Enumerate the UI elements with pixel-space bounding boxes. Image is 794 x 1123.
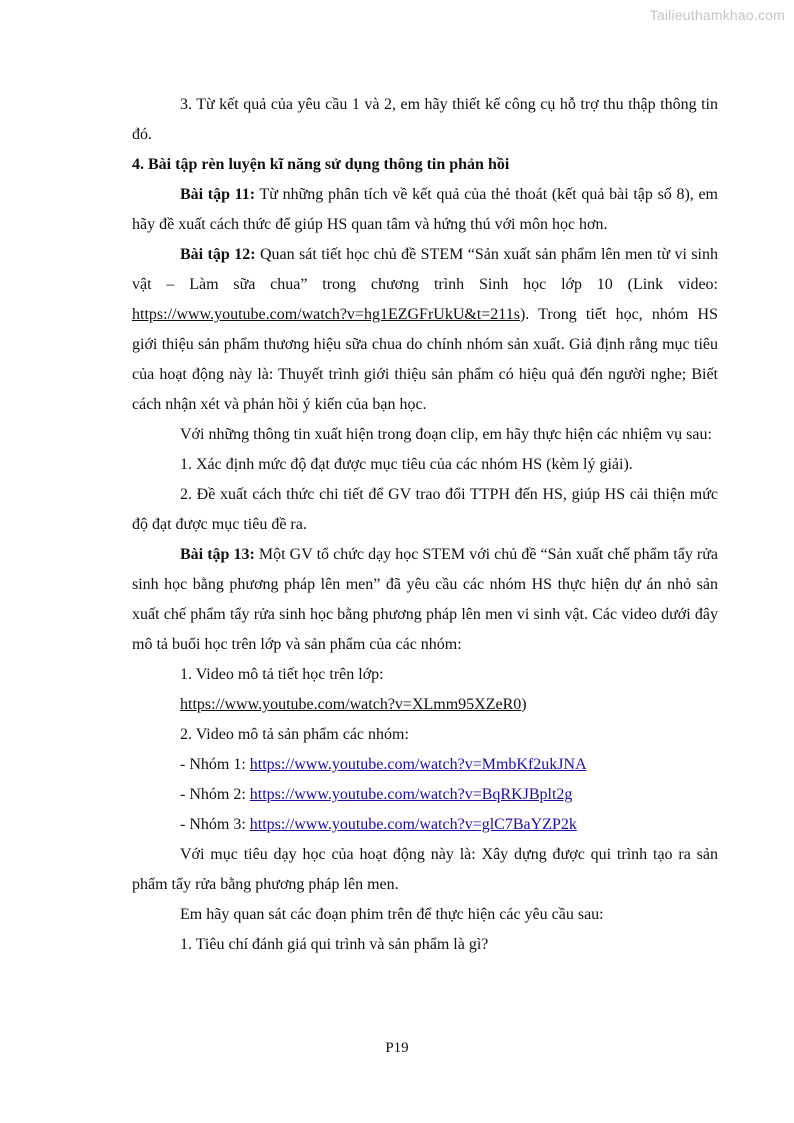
video-1-close: ): [521, 696, 527, 713]
exercise-12-text-b: ). Trong tiết học, nhóm HS giới thiệu sản phẩm thương hiệu sữa chua do chính nhóm sản xuất. Giả định rằng mục tiêu của hoạt động này là: Thuyết trình giới thiệu sản phẩm có hiệu quả đến người nghe; Biết cách nhận xét và phản hồi ý kiến của bạn học.: [132, 306, 718, 413]
group-3-label: - Nhóm 3:: [180, 816, 250, 833]
group-2-line: [132, 780, 718, 810]
video-1-line: [132, 690, 718, 720]
section-heading-4: 4. Bài tập rèn luyện kĩ năng sử dụng thông tin phản hồi: [132, 156, 510, 173]
document-body: [132, 90, 718, 960]
group-1-line: [132, 750, 718, 780]
exercise-12-intro: Với những thông tin xuất hiện trong đoạn clip, em hãy thực hiện các nhiệm vụ sau:: [180, 426, 712, 443]
group-3-line: [132, 810, 718, 840]
paragraph-requirement-3: 3. Từ kết quả của yêu cầu 1 và 2, em hãy thiết kế công cụ hỗ trợ thu thập thông tin đó.: [132, 96, 718, 143]
video-2-label: 2. Video mô tả sản phẩm các nhóm:: [180, 726, 409, 743]
exercise-12-label: Bài tập 12:: [180, 246, 256, 263]
exercise-12-video-link[interactable]: https://www.youtube.com/watch?v=hg1EZGFrUkU&t=211s: [132, 306, 520, 323]
exercise-13-request: Em hãy quan sát các đoạn phim trên để thực hiện các yêu cầu sau:: [180, 906, 604, 923]
exercise-13-label: Bài tập 13:: [180, 546, 255, 563]
page-number: P19: [385, 1040, 409, 1056]
exercise-12-task-1: 1. Xác định mức độ đạt được mục tiêu của các nhóm HS (kèm lý giải).: [180, 456, 633, 473]
exercise-12-text-a: Quan sát tiết học chủ đề STEM “Sản xuất sản phẩm lên men từ vi sinh vật – Làm sữa chua” trong chương trình Sinh học lớp 10 (Link video:: [132, 246, 719, 293]
exercise-12: [132, 240, 718, 420]
group-1-label: - Nhóm 1:: [180, 756, 250, 773]
group-2-label: - Nhóm 2:: [180, 786, 250, 803]
exercise-12-task-2: 2. Đề xuất cách thức chi tiết để GV trao đổi TTPH đến HS, giúp HS cải thiện mức độ đạt được mục tiêu đề ra.: [132, 486, 718, 533]
watermark: Tailieuthamkhao.com: [649, 7, 785, 23]
group-1-link[interactable]: https://www.youtube.com/watch?v=MmbKf2ukJNA: [249, 756, 587, 773]
group-3-link[interactable]: https://www.youtube.com/watch?v=glC7BaYZP2k: [249, 816, 577, 833]
exercise-11-text: Từ những phân tích về kết quả của thẻ thoát (kết quả bài tập số 8), em hãy đề xuất cách thức để giúp HS quan tâm và hứng thú với môn học hơn.: [132, 186, 718, 233]
exercise-13-goal: Với mục tiêu dạy học của hoạt động này là: Xây dựng được qui trình tạo ra sản phẩm tẩy rửa bằng phương pháp lên men.: [132, 846, 718, 893]
exercise-13-text: Một GV tổ chức dạy học STEM với chủ đề “Sản xuất chế phẩm tẩy rửa sinh học bằng phương pháp lên men” đã yêu cầu các nhóm HS thực hiện dự án nhỏ sản xuất chế phẩm tẩy rửa sinh học bằng phương pháp lên men vi sinh vật. Các video dưới đây mô tả buổi học trên lớp và sản phẩm của các nhóm:: [132, 546, 719, 653]
exercise-11-label: Bài tập 11:: [180, 186, 256, 203]
group-2-link[interactable]: https://www.youtube.com/watch?v=BqRKJBplt2g: [249, 786, 573, 803]
exercise-13-question-1: 1. Tiêu chí đánh giá qui trình và sản phẩm là gì?: [180, 936, 489, 953]
exercise-13: [132, 540, 718, 660]
exercise-11: [132, 180, 718, 240]
video-1-link[interactable]: https://www.youtube.com/watch?v=XLmm95XZeR0: [180, 696, 522, 713]
video-1-label: 1. Video mô tả tiết học trên lớp:: [180, 666, 384, 683]
